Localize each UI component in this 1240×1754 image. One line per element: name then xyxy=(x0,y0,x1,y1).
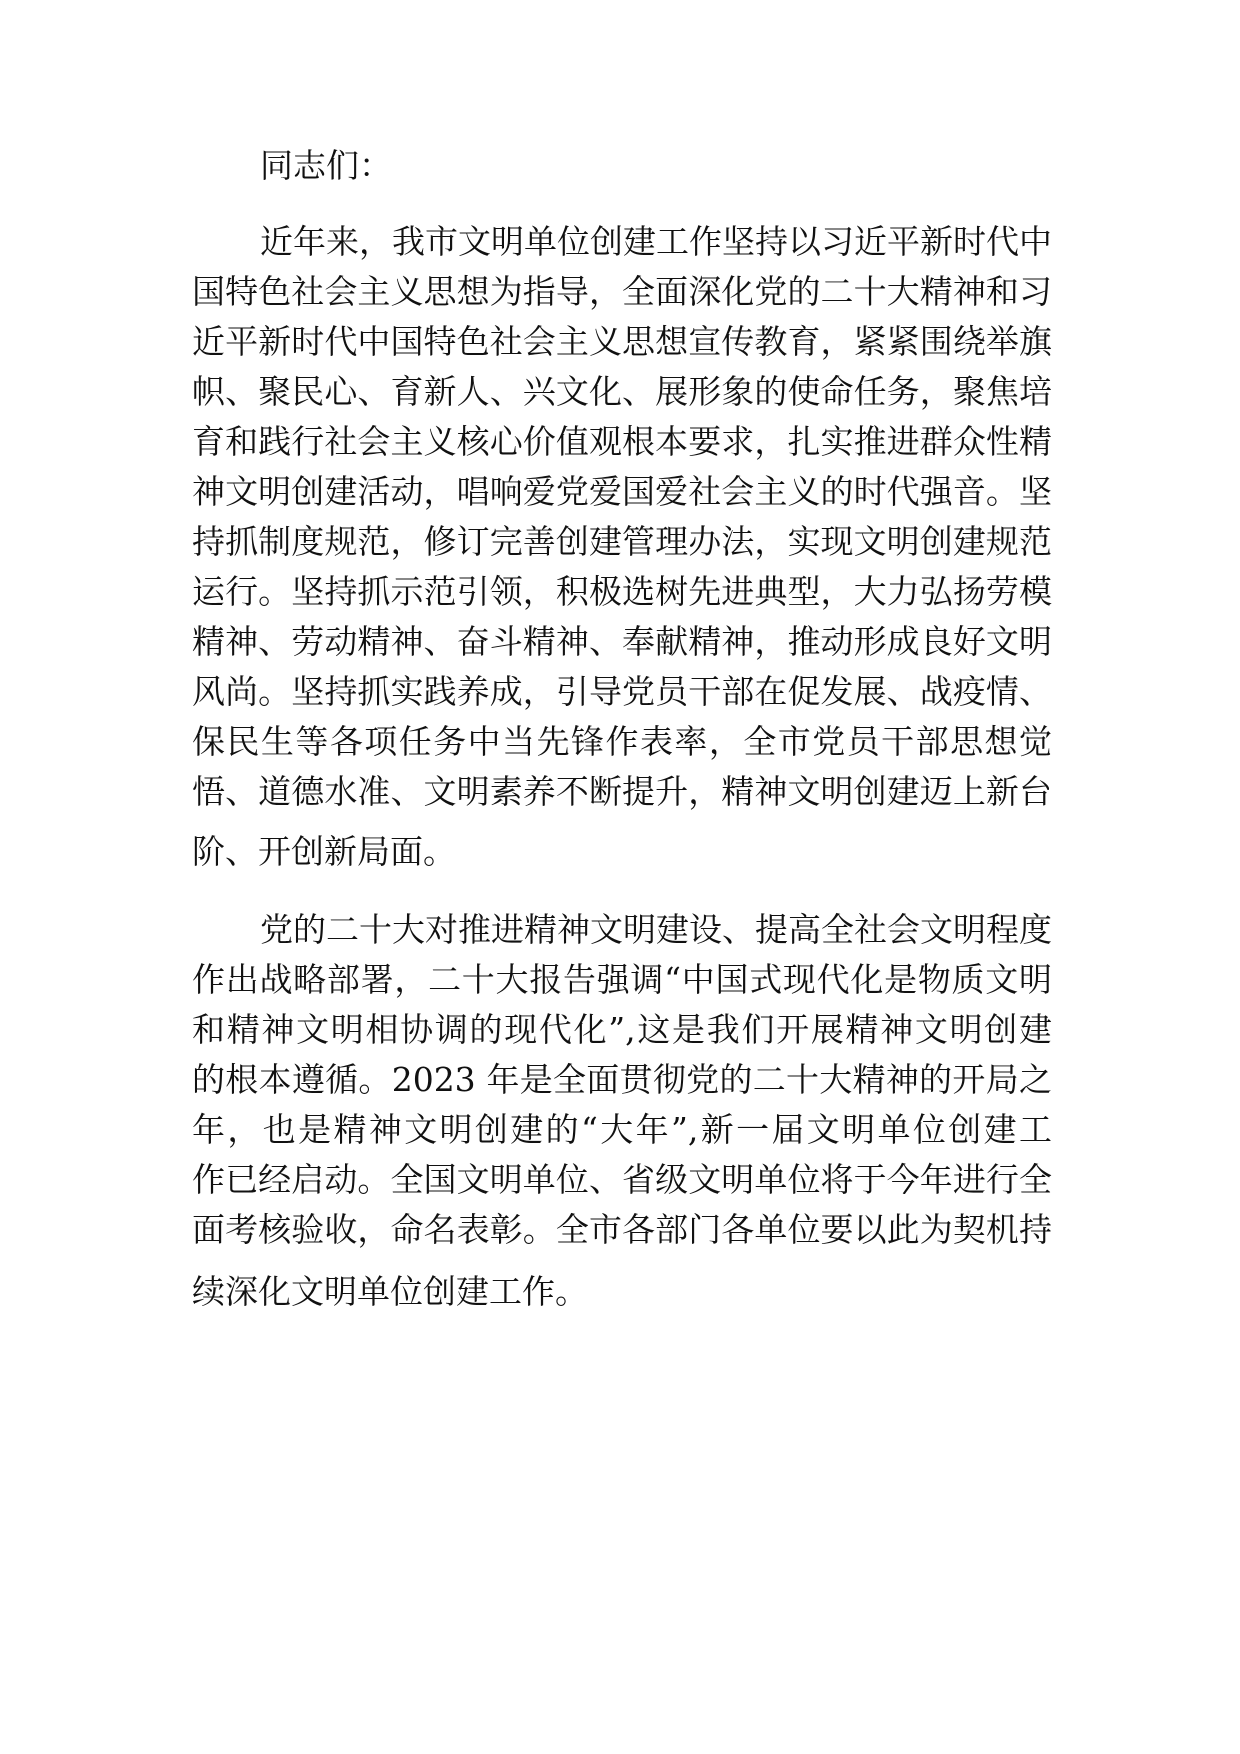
paragraph-line: 精神、劳动精神、奋斗精神、奉献精神，推动形成良好文明 xyxy=(192,622,1052,661)
paragraph-line: 党的二十大对推进精神文明建设、提高全社会文明程度 xyxy=(260,910,1052,949)
paragraph-line: 阶、开创新局面。 xyxy=(192,832,456,871)
paragraph-line: 风尚。坚持抓实践养成，引导党员干部在促发展、战疫情、 xyxy=(192,672,1052,711)
paragraph-line: 持抓制度规范，修订完善创建管理办法，实现文明创建规范 xyxy=(192,522,1052,561)
paragraph-line: 悟、道德水准、文明素养不断提升，精神文明创建迈上新台 xyxy=(192,772,1052,811)
paragraph-line: 作出战略部署，二十大报告强调“中国式现代化是物质文明 xyxy=(192,960,1052,999)
paragraph-line: 运行。坚持抓示范引领，积极选树先进典型，大力弘扬劳模 xyxy=(192,572,1052,611)
paragraph-line: 的根本遵循。2023 年是全面贯彻党的二十大精神的开局之 xyxy=(192,1060,1052,1099)
paragraph-line: 育和践行社会主义核心价值观根本要求，扎实推进群众性精 xyxy=(192,422,1052,461)
paragraph-line: 和精神文明相协调的现代化”,这是我们开展精神文明创建 xyxy=(192,1010,1052,1049)
paragraph-line: 近年来，我市文明单位创建工作坚持以习近平新时代中 xyxy=(260,222,1052,261)
paragraph-line: 年，也是精神文明创建的“大年”,新一届文明单位创建工 xyxy=(192,1110,1052,1149)
paragraph-line: 续深化文明单位创建工作。 xyxy=(192,1272,588,1311)
paragraph-line: 保民生等各项任务中当先锋作表率，全市党员干部思想觉 xyxy=(192,722,1052,761)
paragraph-line: 作已经启动。全国文明单位、省级文明单位将于今年进行全 xyxy=(192,1160,1052,1199)
salutation: 同志们： xyxy=(260,146,392,185)
paragraph-line: 国特色社会主义思想为指导，全面深化党的二十大精神和习 xyxy=(192,272,1052,311)
paragraph-line: 面考核验收，命名表彰。全市各部门各单位要以此为契机持 xyxy=(192,1210,1052,1249)
paragraph-line: 近平新时代中国特色社会主义思想宣传教育，紧紧围绕举旗 xyxy=(192,322,1052,361)
paragraph-line: 神文明创建活动，唱响爱党爱国爱社会主义的时代强音。坚 xyxy=(192,472,1052,511)
paragraph-line: 帜、聚民心、育新人、兴文化、展形象的使命任务，聚焦培 xyxy=(192,372,1052,411)
